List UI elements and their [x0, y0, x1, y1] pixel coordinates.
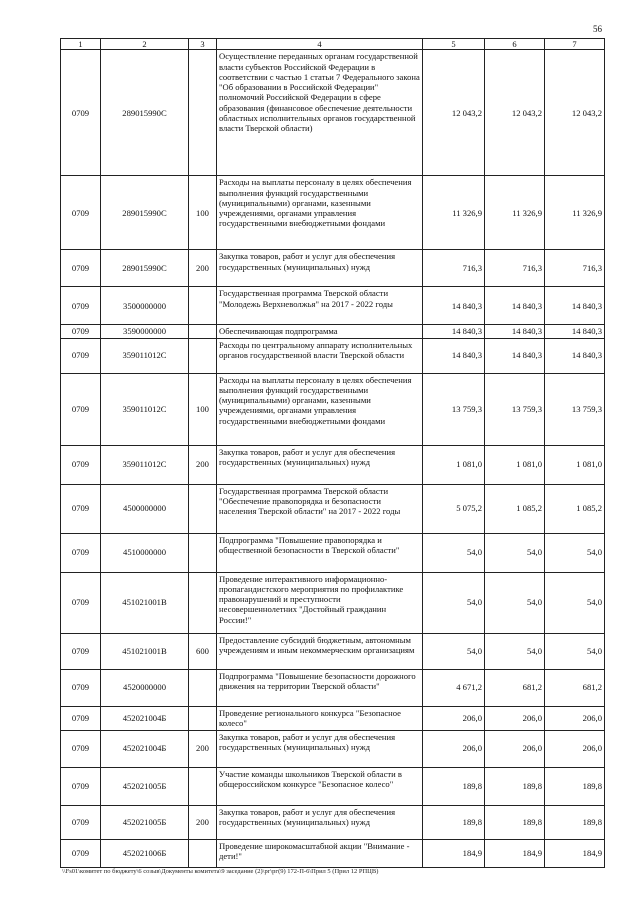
amount-cell: 12 043,2: [423, 50, 485, 176]
code-cell: 452021004Б: [101, 706, 189, 730]
expense-type-cell: 600: [189, 633, 217, 669]
expense-type-cell: 200: [189, 445, 217, 484]
amount-cell: 14 840,3: [545, 325, 605, 338]
section-cell: 0709: [61, 767, 101, 805]
name-cell: Закупка товаров, работ и услуг для обеспечения государственных (муниципальных) нужд: [217, 445, 423, 484]
section-cell: 0709: [61, 50, 101, 176]
amount-cell: 14 840,3: [423, 338, 485, 373]
table-row: [61, 706, 605, 730]
name-cell: Подпрограмма "Повышение безопасности дорожного движения на территории Тверской области": [217, 669, 423, 706]
section-cell: 0709: [61, 373, 101, 445]
name-cell: Государственная программа Тверской области "Обеспечение правопорядка и безопасности населения Тверской области" на 2017 - 2022 годы: [217, 484, 423, 533]
code-cell: 451021001В: [101, 633, 189, 669]
name-cell: Проведение интерактивного информационно-пропагандистского мероприятия по профилактике правонарушений и преступности несовершеннолетних "Достойный гражданин России!": [217, 572, 423, 633]
expense-type-cell: [189, 287, 217, 325]
code-cell: 359011012С: [101, 373, 189, 445]
table-row: [61, 325, 605, 338]
expense-type-cell: 100: [189, 176, 217, 250]
amount-cell: 206,0: [485, 706, 545, 730]
amount-cell: 54,0: [545, 533, 605, 572]
code-cell: 359011012С: [101, 445, 189, 484]
section-cell: 0709: [61, 805, 101, 839]
amount-cell: 11 326,9: [423, 176, 485, 250]
amount-cell: 716,3: [545, 250, 605, 287]
amount-cell: 206,0: [485, 730, 545, 767]
amount-cell: 13 759,3: [485, 373, 545, 445]
expense-type-cell: [189, 669, 217, 706]
amount-cell: 1 081,0: [485, 445, 545, 484]
amount-cell: 716,3: [423, 250, 485, 287]
section-cell: 0709: [61, 338, 101, 373]
expense-type-cell: 100: [189, 373, 217, 445]
table-row: [61, 767, 605, 805]
amount-cell: 184,9: [485, 839, 545, 867]
amount-cell: 716,3: [485, 250, 545, 287]
name-cell: Расходы на выплаты персоналу в целях обеспечения выполнения функций государственными (муниципальными) органами, казенными учреждениями, органами управления государственными внебюджетными фондами: [217, 373, 423, 445]
amount-cell: 206,0: [423, 730, 485, 767]
amount-cell: 5 075,2: [423, 484, 485, 533]
section-cell: 0709: [61, 176, 101, 250]
amount-cell: 13 759,3: [423, 373, 485, 445]
table-row: [61, 373, 605, 445]
amount-cell: 1 081,0: [423, 445, 485, 484]
section-cell: 0709: [61, 325, 101, 338]
code-cell: 359011012С: [101, 338, 189, 373]
table-row: [61, 572, 605, 633]
table-row: [61, 176, 605, 250]
section-cell: 0709: [61, 839, 101, 867]
expense-type-cell: [189, 484, 217, 533]
code-cell: 452021005Б: [101, 805, 189, 839]
table-row: [61, 50, 605, 176]
amount-cell: 189,8: [545, 805, 605, 839]
code-cell: 452021004Б: [101, 730, 189, 767]
name-cell: Расходы на выплаты персоналу в целях обеспечения выполнения функций государственными (муниципальными) органами, казенными учреждениями, органами управления государственными внебюджетными фондами: [217, 176, 423, 250]
code-cell: 289015990С: [101, 250, 189, 287]
amount-cell: 184,9: [423, 839, 485, 867]
expense-type-cell: 200: [189, 250, 217, 287]
amount-cell: 54,0: [485, 533, 545, 572]
name-cell: Осуществление переданных органам государственной власти субъектов Российской Федерации в соответствии с частью 1 статьи 7 Федерального закона "Об образовании в Российской Федерации" полномочий Российской Федерации в сфере образования (финансовое обеспечение деятельности областных исполнительных органов государственной власти Тверской области): [217, 50, 423, 176]
expense-type-cell: [189, 338, 217, 373]
code-cell: 4520000000: [101, 669, 189, 706]
amount-cell: 14 840,3: [545, 338, 605, 373]
amount-cell: 184,9: [545, 839, 605, 867]
code-cell: 452021005Б: [101, 767, 189, 805]
amount-cell: 1 081,0: [545, 445, 605, 484]
name-cell: Участие команды школьников Тверской области в общероссийском конкурсе "Безопасное колесо": [217, 767, 423, 805]
code-cell: 289015990С: [101, 176, 189, 250]
amount-cell: 14 840,3: [485, 338, 545, 373]
code-cell: 452021006Б: [101, 839, 189, 867]
amount-cell: 11 326,9: [485, 176, 545, 250]
section-cell: 0709: [61, 445, 101, 484]
amount-cell: 681,2: [545, 669, 605, 706]
section-cell: 0709: [61, 287, 101, 325]
amount-cell: 206,0: [423, 706, 485, 730]
expense-type-cell: [189, 767, 217, 805]
amount-cell: 206,0: [545, 730, 605, 767]
page-number: 56: [593, 24, 602, 34]
table-row: [61, 633, 605, 669]
code-cell: 4500000000: [101, 484, 189, 533]
section-cell: 0709: [61, 572, 101, 633]
amount-cell: 54,0: [423, 572, 485, 633]
expense-type-cell: [189, 706, 217, 730]
code-cell: 289015990С: [101, 50, 189, 176]
name-cell: Проведение широкомасштабной акции "Внимание - дети!": [217, 839, 423, 867]
amount-cell: 54,0: [423, 533, 485, 572]
expense-type-cell: [189, 533, 217, 572]
table-row: [61, 287, 605, 325]
amount-cell: 54,0: [545, 572, 605, 633]
expense-type-cell: 200: [189, 730, 217, 767]
amount-cell: 11 326,9: [545, 176, 605, 250]
amount-cell: 189,8: [485, 805, 545, 839]
table-row: [61, 445, 605, 484]
amount-cell: 189,8: [423, 805, 485, 839]
amount-cell: 14 840,3: [545, 287, 605, 325]
column-number: 4: [217, 39, 423, 50]
footer-file-path: \\Fs01\комитет по бюджету\6 созыв\Документы комитета\9 заседание (2)\рг\рг(9) 172-П-6\Прил 5 (Прил 12 РПЦВ): [62, 868, 379, 875]
name-cell: Проведение регионального конкурса "Безопасное колесо": [217, 706, 423, 730]
amount-cell: 4 671,2: [423, 669, 485, 706]
amount-cell: 14 840,3: [485, 325, 545, 338]
name-cell: Подпрограмма "Повышение правопорядка и общественной безопасности в Тверской области": [217, 533, 423, 572]
column-number: 3: [189, 39, 217, 50]
code-cell: 451021001В: [101, 572, 189, 633]
expense-type-cell: [189, 839, 217, 867]
section-cell: 0709: [61, 706, 101, 730]
name-cell: Закупка товаров, работ и услуг для обеспечения государственных (муниципальных) нужд: [217, 250, 423, 287]
name-cell: Обеспечивающая подпрограмма: [217, 325, 423, 338]
section-cell: 0709: [61, 633, 101, 669]
amount-cell: 12 043,2: [545, 50, 605, 176]
amount-cell: 54,0: [423, 633, 485, 669]
amount-cell: 13 759,3: [545, 373, 605, 445]
amount-cell: 206,0: [545, 706, 605, 730]
amount-cell: 189,8: [423, 767, 485, 805]
code-cell: 4510000000: [101, 533, 189, 572]
amount-cell: 54,0: [485, 572, 545, 633]
section-cell: 0709: [61, 250, 101, 287]
table-row: [61, 839, 605, 867]
budget-table: [60, 38, 605, 868]
table-row: [61, 250, 605, 287]
section-cell: 0709: [61, 484, 101, 533]
amount-cell: 14 840,3: [485, 287, 545, 325]
amount-cell: 189,8: [545, 767, 605, 805]
expense-type-cell: 200: [189, 805, 217, 839]
column-number-row: [61, 39, 605, 50]
section-cell: 0709: [61, 730, 101, 767]
column-number: 2: [101, 39, 189, 50]
name-cell: Государственная программа Тверской области "Молодежь Верхневолжья" на 2017 - 2022 годы: [217, 287, 423, 325]
section-cell: 0709: [61, 533, 101, 572]
amount-cell: 12 043,2: [485, 50, 545, 176]
name-cell: Предоставление субсидий бюджетным, автономным учреждениям и иным некоммерческим организациям: [217, 633, 423, 669]
section-cell: 0709: [61, 669, 101, 706]
code-cell: 3500000000: [101, 287, 189, 325]
table-row: [61, 533, 605, 572]
expense-type-cell: [189, 572, 217, 633]
amount-cell: 681,2: [485, 669, 545, 706]
code-cell: 3590000000: [101, 325, 189, 338]
amount-cell: 14 840,3: [423, 287, 485, 325]
name-cell: Закупка товаров, работ и услуг для обеспечения государственных (муниципальных) нужд: [217, 805, 423, 839]
expense-type-cell: [189, 325, 217, 338]
amount-cell: 189,8: [485, 767, 545, 805]
column-number: 6: [485, 39, 545, 50]
table-row: [61, 805, 605, 839]
column-number: 5: [423, 39, 485, 50]
amount-cell: 14 840,3: [423, 325, 485, 338]
amount-cell: 54,0: [545, 633, 605, 669]
table-row: [61, 669, 605, 706]
name-cell: Закупка товаров, работ и услуг для обеспечения государственных (муниципальных) нужд: [217, 730, 423, 767]
amount-cell: 1 085,2: [485, 484, 545, 533]
table-row: [61, 338, 605, 373]
column-number: 1: [61, 39, 101, 50]
table-row: [61, 484, 605, 533]
amount-cell: 54,0: [485, 633, 545, 669]
column-number: 7: [545, 39, 605, 50]
amount-cell: 1 085,2: [545, 484, 605, 533]
expense-type-cell: [189, 50, 217, 176]
table-row: [61, 730, 605, 767]
name-cell: Расходы по центральному аппарату исполнительных органов государственной власти Тверской области: [217, 338, 423, 373]
